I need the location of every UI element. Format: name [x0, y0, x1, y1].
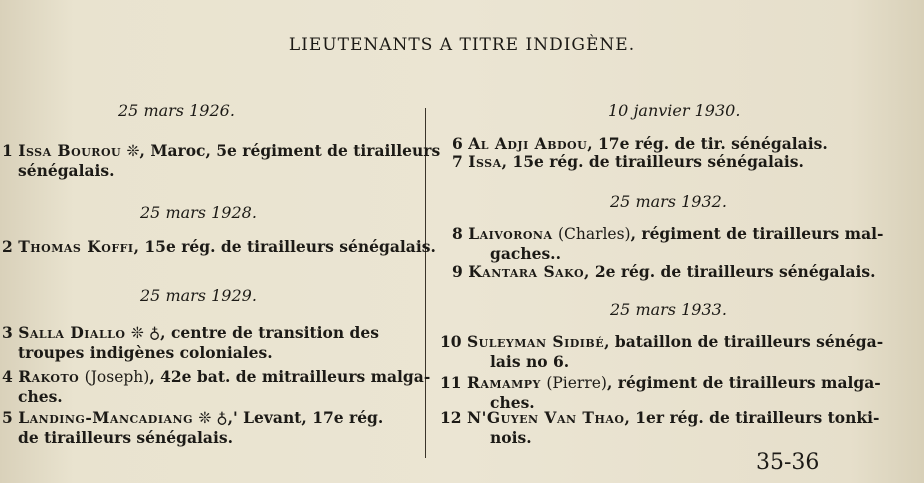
entry-name: Thomas Koffi [18, 237, 134, 256]
list-item [2, 323, 379, 363]
page-number: 35-36 [756, 450, 820, 475]
entry-continuation: lais no 6. [490, 352, 570, 371]
list-item [452, 262, 876, 282]
entry-continuation: sénégalais. [18, 161, 115, 180]
list-item [2, 367, 430, 407]
list-item [2, 237, 436, 257]
entry-text: , centre de transition des [160, 323, 379, 342]
list-item [2, 408, 383, 448]
entry-number: 8 [452, 224, 463, 243]
entry-continuation: ches. [18, 387, 63, 406]
entry-text: , 2e rég. de tirailleurs sénégalais. [584, 262, 876, 281]
entry-text: , 17e rég. de tir. sénégalais. [587, 134, 828, 153]
entry-firstname: (Joseph) [84, 368, 150, 386]
entry-number: 7 [452, 152, 463, 171]
entry-text: , 15e rég. de tirailleurs sénégalais. [501, 152, 804, 171]
date-heading: 10 janvier 1930. [608, 101, 741, 120]
entry-name: Issa Bourou [18, 141, 122, 160]
entry-text: , 15e rég. de tirailleurs sénégalais. [133, 237, 436, 256]
decoration-icon: ❊ ♁ [198, 409, 228, 427]
list-item [2, 141, 440, 181]
entry-text: , 42e bat. de mitrailleurs malga- [149, 367, 431, 386]
entry-text: , Maroc, 5e régiment de tirailleurs [139, 141, 441, 160]
entry-name: Issa [468, 152, 502, 171]
entry-name: Laivorona [468, 224, 553, 243]
entry-name: Landing-Mancadiang [18, 408, 193, 427]
date-heading: 25 mars 1933. [610, 300, 727, 319]
decoration-icon: ❊ ♁ [130, 324, 161, 342]
entry-firstname: (Pierre) [546, 374, 607, 392]
entry-number: 12 [440, 408, 462, 427]
entry-text: , 1er rég. de tirailleurs tonki- [624, 408, 880, 427]
date-heading: 25 mars 1929. [140, 286, 257, 305]
entry-firstname: (Charles) [557, 225, 631, 243]
list-item [452, 224, 883, 264]
entry-number: 11 [440, 373, 462, 392]
date-heading: 25 mars 1932. [610, 192, 727, 211]
entry-name: Suleyman Sidibé [466, 332, 605, 351]
entry-name: Al Adji Abdou [468, 134, 588, 153]
decoration-icon: ❊ [126, 142, 140, 160]
entry-number: 6 [452, 134, 463, 153]
entry-text: , régiment de tirailleurs mal- [630, 224, 884, 243]
entry-continuation: ches. [490, 393, 535, 412]
entry-number: 9 [452, 262, 463, 281]
entry-continuation: troupes indigènes coloniales. [18, 343, 273, 362]
page-title: LIEUTENANTS A TITRE INDIGÈNE. [288, 35, 636, 55]
entry-number: 3 [2, 323, 13, 342]
entry-number: 2 [2, 237, 13, 256]
entry-number: 4 [2, 367, 13, 386]
date-heading: 25 mars 1928. [140, 203, 257, 222]
list-item [452, 134, 828, 154]
entry-text: , régiment de tirailleurs malga- [606, 373, 881, 392]
list-item [440, 373, 881, 413]
entry-name: Kantara Sako [468, 262, 585, 281]
entry-name: Salla Diallo [18, 323, 126, 342]
entry-continuation: nois. [490, 428, 532, 447]
entry-continuation: gaches.. [490, 244, 561, 263]
entry-text: , bataillon de tirailleurs sénéga- [604, 332, 884, 351]
entry-name: N'Guyen Van Thao [466, 408, 625, 427]
entry-number: 5 [2, 408, 13, 427]
date-heading: 25 mars 1926. [118, 101, 235, 120]
list-item [452, 152, 804, 172]
list-item [440, 332, 883, 372]
entry-number: 1 [2, 141, 13, 160]
list-item [440, 408, 879, 448]
entry-name: Rakoto [18, 367, 80, 386]
entry-name: Ramampy [466, 373, 541, 392]
entry-continuation: de tirailleurs sénégalais. [18, 428, 233, 447]
entry-text: ,' Levant, 17e rég. [227, 408, 384, 427]
entry-number: 10 [440, 332, 462, 351]
